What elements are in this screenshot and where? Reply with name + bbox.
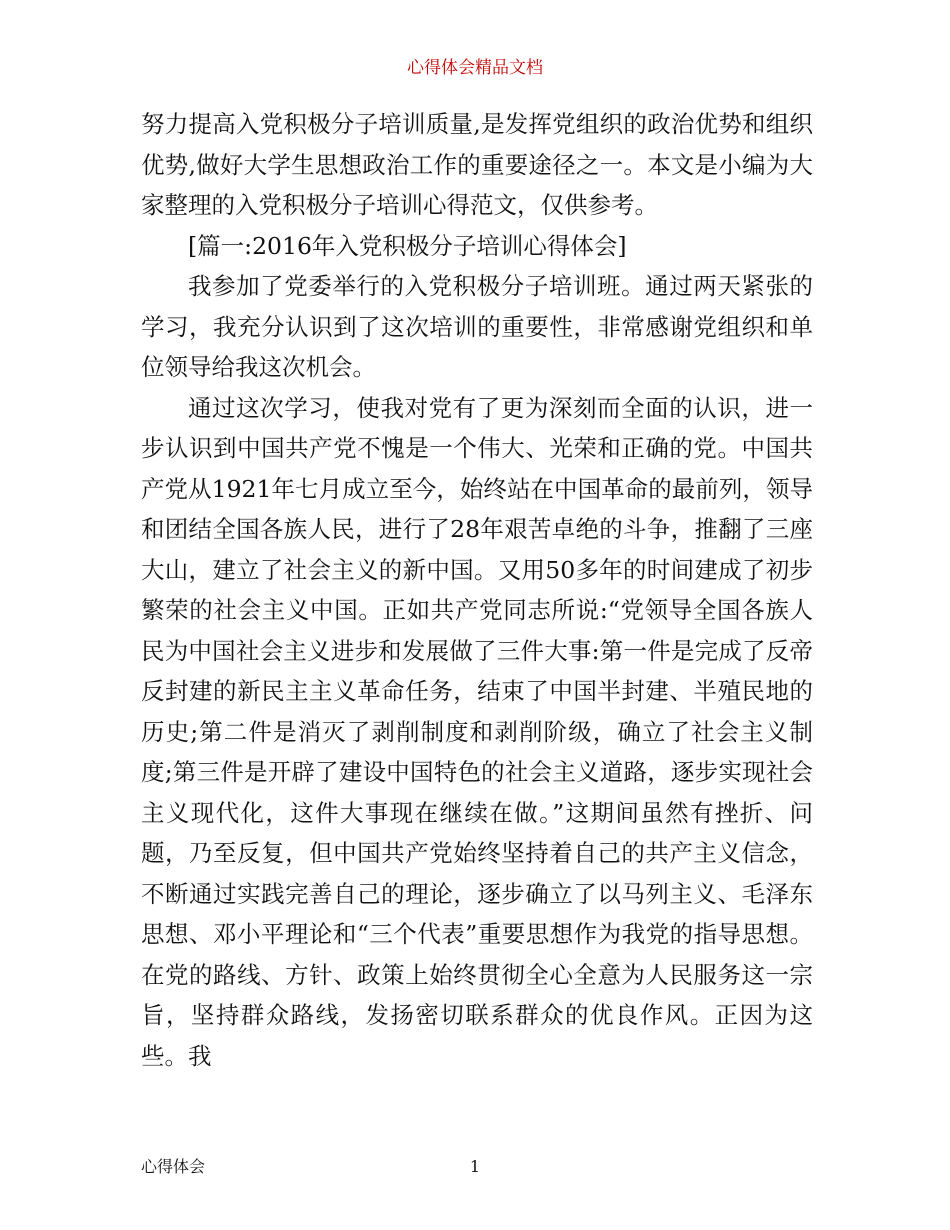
body-paragraph: 我参加了党委举行的入党积极分子培训班。通过两天紧张的学习，我充分认识到了这次培训的重要性，非常感谢党组织和单位领导给我这次机会。 xyxy=(141,272,813,381)
intro-paragraph: 努力提高入党积极分子培训质量,是发挥党组织的政治优势和组织优势,做好大学生思想政治工作的重要途径之一。本文是小编为大家整理的入党积极分子培训心得范文，仅供参考。 xyxy=(141,110,813,219)
footer-label: 心得体会 xyxy=(141,1157,206,1176)
section-heading: [篇一:2016年入党积极分子培训心得体会] xyxy=(188,231,627,260)
page-header-title: 心得体会精品文档 xyxy=(407,58,543,78)
body-paragraph: 通过这次学习，使我对党有了更为深刻而全面的认识，进一步认识到中国共产党不愧是一个伟大、光荣和正确的党。中国共产党从1921年七月成立至今，始终站在中国革命的最前列，领导和团结全国各族人民，进行了28年艰苦卓绝的斗争，推翻了三座大山，建立了社会主义的新中国。又用50多年的时间建成了初步繁荣的社会主义中国。正如共产党同志所说:“党领导全国各族人民为中国社会主义进步和发展做了三件大事:第一件是完成了反帝反封建的新民主主义革命任务，结束了中国半封建、半殖民地的历史;第二件是消灭了剥削制度和剥削阶级，确立了社会主义制度;第三件是开辟了建设中国特色的社会主义道路，逐步实现社会主义现代化，这件大事现在继续在做。”这期间虽然有挫折、问题，乃至反复，但中国共产党始终坚持着自己的共产主义信念，不断通过实践完善自己的理论，逐步确立了以马列主义、毛泽东思想、邓小平理论和“三个代表”重要思想作为我党的指导思想。在党的路线、方针、政策上始终贯彻全心全意为人民服务这一宗旨，坚持群众路线，发扬密切联系群众的优良作风。正因为这些。我 xyxy=(141,393,813,1070)
page-number: 1 xyxy=(469,1157,481,1176)
document-body xyxy=(141,104,813,1076)
